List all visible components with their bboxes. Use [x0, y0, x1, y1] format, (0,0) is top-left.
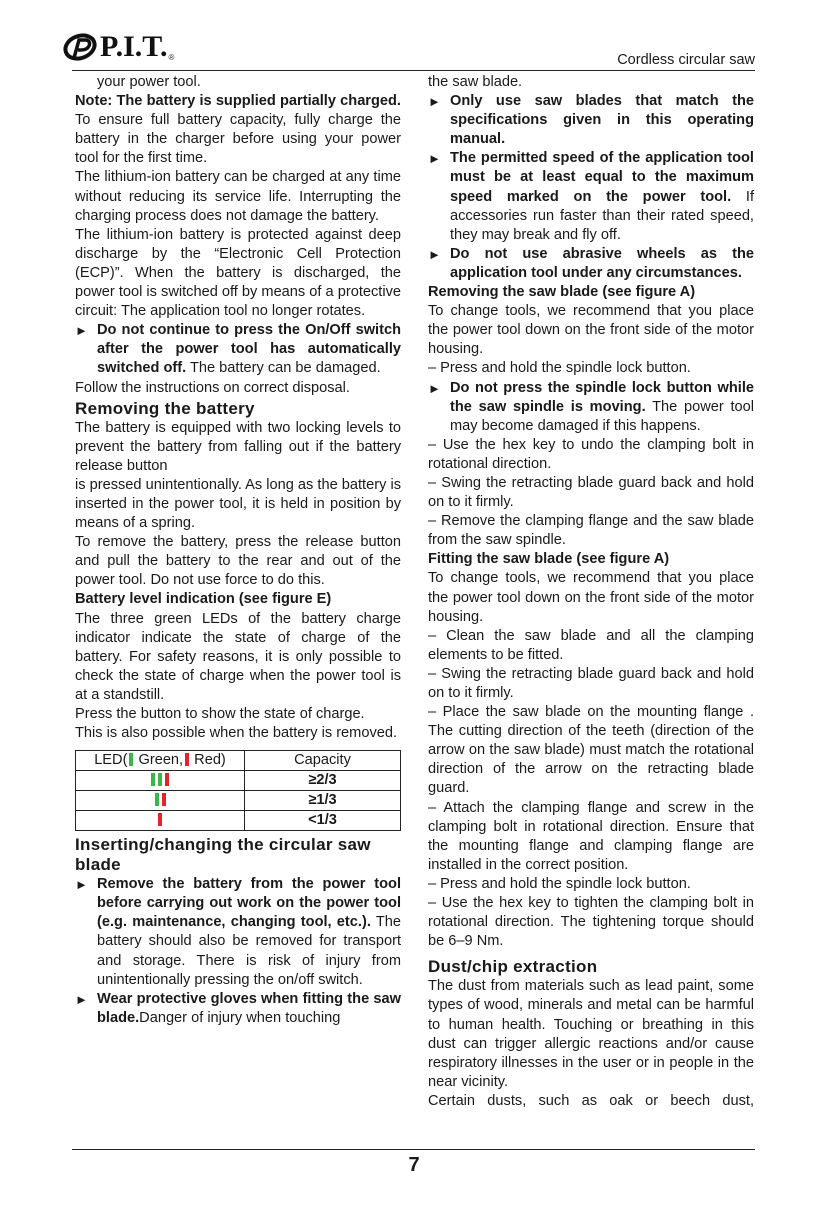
text: – Press and hold the spindle lock button.: [428, 875, 691, 892]
text: – Remove the clamping flange and the saw blade from the saw spindle.: [428, 513, 754, 549]
registered-mark: ®: [168, 53, 175, 62]
text: The battery is equipped with two locking levels to prevent the battery from falling out if the battery release button: [75, 419, 401, 474]
text: If accessories run faster than their rated speed, they may break and fly off.: [450, 188, 754, 243]
text: The lithium-ion battery is protected against deep discharge by the “Electronic Cell Protection (ECP)”. When the battery is discharged, the power tool is switched off by means of a protective circuit: The application tool no longer rotates.: [75, 226, 401, 320]
subsection-heading: [428, 550, 754, 569]
paragraph: [428, 474, 754, 512]
red-led-icon: [158, 813, 162, 826]
text: Press the button to show the state of charge.: [75, 706, 365, 722]
paragraph: [428, 799, 754, 875]
text: The dust from materials such as lead paint, some types of wood, minerals and metal can be harmful to human health. Touching or breathing in this dust can trigger allergic reactions and/or cause respiratory illnesses in the user or in people in the near vicinity.: [428, 978, 754, 1090]
paragraph: [75, 73, 401, 92]
green-led-icon: [151, 773, 155, 786]
text: Removing the battery: [75, 398, 255, 418]
red-led-icon: [185, 753, 189, 766]
paragraph: [75, 533, 401, 590]
paragraph: [75, 476, 401, 533]
paragraph: [428, 665, 754, 703]
subsection-heading: [75, 590, 401, 609]
section-heading: [75, 399, 401, 419]
paragraph: [428, 73, 754, 92]
paragraph: [75, 724, 401, 743]
section-heading: [75, 835, 401, 875]
capacity-cell: ≥1/3: [245, 791, 401, 811]
table-row: [76, 811, 401, 831]
paragraph: [75, 92, 401, 168]
text: To remove the battery, press the release button and pull the battery to the rear and out of the power tool. Do not use force to do this.: [75, 534, 401, 589]
green-led-icon: [158, 773, 162, 786]
text: – Press and hold the spindle lock button.: [428, 360, 691, 377]
table-row: [76, 791, 401, 811]
paragraph: [428, 977, 754, 1092]
bullet-item: [428, 92, 754, 149]
section-heading: [428, 957, 754, 977]
page-number: 7: [408, 1154, 420, 1176]
bold-text: Wear protective gloves when fitting the saw blade.: [97, 990, 401, 1026]
text: Follow the instructions on correct disposal.: [75, 379, 350, 396]
text: – Place the saw blade on the mounting flange . The cutting direction of the teeth (direction of the arrow on the saw blade) must match the rotational direction of the arrow on the retracting blade guard.: [428, 704, 754, 797]
paragraph: [428, 703, 754, 798]
bullet-item: [428, 379, 754, 436]
paragraph: [75, 168, 401, 225]
text: The battery should also be removed for transport and storage. There is risk of injury from unintentionally pressing the on/off switch.: [97, 914, 401, 988]
capacity-cell: ≥2/3: [245, 771, 401, 791]
table-header-row: [76, 751, 401, 771]
led-cell: [76, 811, 245, 831]
text: This is also possible when the battery is removed.: [75, 725, 398, 742]
paragraph: [428, 436, 754, 474]
capacity-header-cell: Capacity: [245, 751, 401, 771]
text: – Swing the retracting blade guard back and hold on to it firmly.: [428, 665, 754, 701]
right-column: [428, 73, 754, 1111]
header-divider: [72, 70, 755, 71]
bold-text: Note: The battery is supplied partially charged.: [75, 93, 401, 110]
bold-text: The permitted speed of the application tool must be at least equal to the maximum speed marked on the power tool.: [450, 150, 754, 205]
led-cell: [76, 791, 245, 811]
text: – Attach the clamping flange and screw in the clamping bolt in rotational direction. Ensure that the mounting flange and clamping flange are installed in the correct position.: [428, 799, 754, 873]
bold-text: Do not use abrasive wheels as the application tool under any circumstances.: [450, 245, 754, 281]
text: – Swing the retracting blade guard back and hold on to it firmly.: [428, 474, 754, 511]
bullet-item: [428, 245, 754, 283]
green-label: Green,: [134, 752, 184, 769]
paragraph: [428, 569, 754, 626]
text: To change tools, we recommend that you place the power tool down on the front side of the motor housing.: [428, 303, 754, 358]
bold-text: Only use saw blades that match the specifications given in this operating manual.: [450, 93, 754, 148]
paragraph: [428, 875, 754, 894]
bold-text: Remove the battery from the power tool before carrying out work on the power tool (e.g. maintenance, changing tool, etc.).: [97, 876, 401, 931]
subsection-heading: [428, 283, 754, 302]
bullet-item: [428, 149, 754, 244]
paragraph: [75, 379, 401, 398]
bullet-item: [75, 875, 401, 990]
brand-logo: [62, 28, 174, 62]
battery-led-table: [75, 750, 401, 831]
document-title: Cordless circular saw: [617, 52, 755, 68]
capacity-cell: <1/3: [245, 811, 401, 831]
paragraph: [428, 894, 754, 951]
red-led-icon: [162, 793, 166, 806]
paragraph: [75, 226, 401, 321]
paragraph: [428, 302, 754, 359]
red-led-icon: [165, 773, 169, 786]
text: Inserting/changing the circular saw blade: [75, 835, 371, 875]
paragraph: [428, 512, 754, 550]
text: – Clean the saw blade and all the clamping elements to be fitted.: [428, 627, 754, 663]
bold-text: Do not continue to press the On/Off switch after the power tool has automatically switched off.: [97, 322, 401, 377]
text: Dust/chip extraction: [428, 957, 598, 977]
green-led-icon: [155, 793, 159, 806]
led-label: LED(: [94, 752, 128, 769]
text: To change tools, we recommend that you place the power tool down on the front side of the motor housing.: [428, 570, 754, 625]
paragraph: [75, 705, 401, 724]
brand-name: P.I.T.: [100, 30, 168, 63]
bold-text: Do not press the spindle lock button while the saw spindle is moving.: [450, 379, 754, 415]
paragraph: [428, 627, 754, 665]
text: To ensure full battery capacity, fully charge the battery in the charger before using your power tool for the first time.: [75, 112, 401, 167]
text: Certain dusts, such as oak or beech dust,: [428, 1092, 754, 1109]
pit-logo-icon: [62, 32, 98, 62]
text: The three green LEDs of the battery charge indicator indicate the state of charge of the battery. For safety reasons, it is only possible to check the state of charge when the power tool is at a standstill.: [75, 610, 401, 703]
text: – Use the hex key to tighten the clamping bolt in rotational direction. The tightening torque should be 6–9 Nm.: [428, 895, 754, 950]
paragraph: [428, 1092, 754, 1111]
text: The battery can be damaged.: [186, 360, 381, 377]
green-led-icon: [129, 753, 133, 766]
table-row: [76, 771, 401, 791]
footer-divider: [72, 1149, 755, 1150]
bullet-item: [75, 321, 401, 378]
red-label: Red): [190, 752, 226, 769]
text: your power tool.: [97, 74, 201, 90]
text: The lithium-ion battery can be charged at any time without reducing its service life. Interrupting the charging process does not damage the battery.: [75, 169, 401, 224]
text: is pressed unintentionally. As long as the battery is inserted in the power tool, it is held in position by means of a spring.: [75, 476, 401, 532]
text: the saw blade.: [428, 74, 523, 90]
text: The power tool may become damaged if this happens.: [450, 398, 754, 434]
text: Fitting the saw blade (see figure A): [428, 551, 670, 568]
paragraph: [75, 610, 401, 705]
text: Removing the saw blade (see figure A): [428, 284, 696, 301]
text: Battery level indication (see figure E): [75, 591, 332, 608]
text: Danger of injury when touching: [139, 1009, 341, 1026]
paragraph: [428, 359, 754, 378]
left-column: [75, 73, 401, 1028]
paragraph: [75, 419, 401, 476]
bullet-item: [75, 990, 401, 1028]
text: – Use the hex key to undo the clamping bolt in rotational direction.: [428, 436, 754, 472]
led-cell: [76, 771, 245, 791]
led-header-cell: [76, 751, 245, 771]
